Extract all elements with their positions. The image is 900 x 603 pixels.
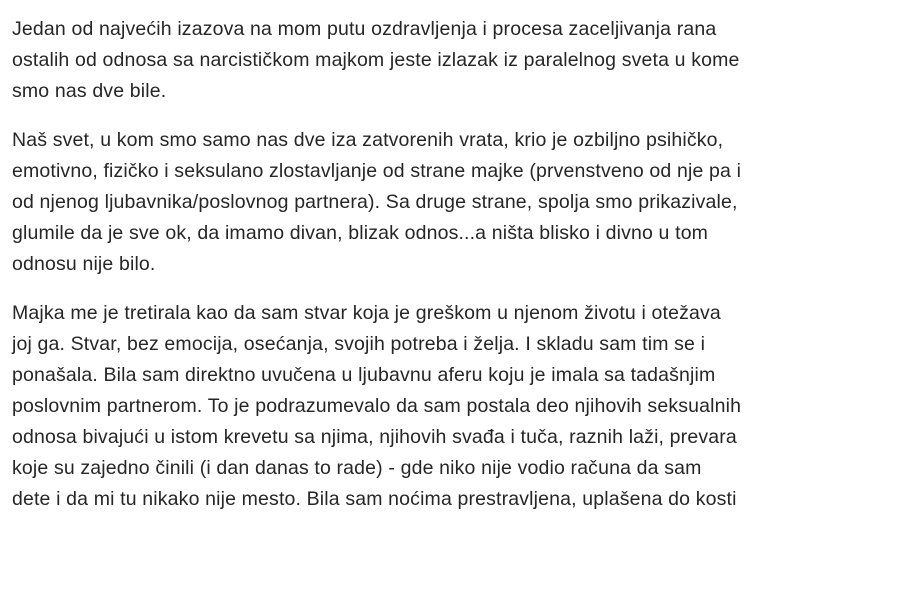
document-body bbox=[12, 14, 900, 533]
text-line: ostalih od odnosa sa narcističkom majkom jeste izlazak iz paralelnog sveta u kome bbox=[12, 49, 740, 71]
text-line: odnosu nije bilo. bbox=[12, 253, 156, 275]
text-line: odnosa bivajući u istom krevetu sa njima, njihovih svađa i tuča, raznih laži, prevara bbox=[12, 426, 737, 448]
text-line: od njenog ljubavnika/poslovnog partnera). Sa druge strane, spolja smo prikazivale, bbox=[12, 191, 738, 213]
text-line: emotivno, fizičko i seksulano zlostavljanje od strane majke (prvenstveno od nje pa i bbox=[12, 160, 742, 182]
paragraph-2 bbox=[12, 125, 900, 280]
paragraph-3 bbox=[12, 298, 900, 515]
text-line: smo nas dve bile. bbox=[12, 80, 167, 102]
text-line: Naš svet, u kom smo samo nas dve iza zatvorenih vrata, krio je ozbiljno psihičko, bbox=[12, 129, 724, 151]
paragraph-1 bbox=[12, 14, 900, 107]
text-line: dete i da mi tu nikako nije mesto. Bila sam noćima prestravljena, uplašena do kosti bbox=[12, 488, 737, 510]
text-line: Jedan od najvećih izazova na mom putu ozdravljenja i procesa zaceljivanja rana bbox=[12, 18, 717, 40]
text-line: koje su zajedno činili (i dan danas to rade) - gde niko nije vodio računa da sam bbox=[12, 457, 702, 479]
text-line: Majka me je tretirala kao da sam stvar koja je greškom u njenom životu i otežava bbox=[12, 302, 721, 324]
text-line: joj ga. Stvar, bez emocija, osećanja, svojih potreba i želja. I skladu sam tim se i bbox=[12, 333, 706, 355]
text-line: poslovnim partnerom. To je podrazumevalo da sam postala deo njihovih seksualnih bbox=[12, 395, 742, 417]
text-line: ponašala. Bila sam direktno uvučena u ljubavnu aferu koju je imala sa tadašnjim bbox=[12, 364, 716, 386]
text-line: glumile da je sve ok, da imamo divan, blizak odnos...a ništa blisko i divno u tom bbox=[12, 222, 709, 244]
